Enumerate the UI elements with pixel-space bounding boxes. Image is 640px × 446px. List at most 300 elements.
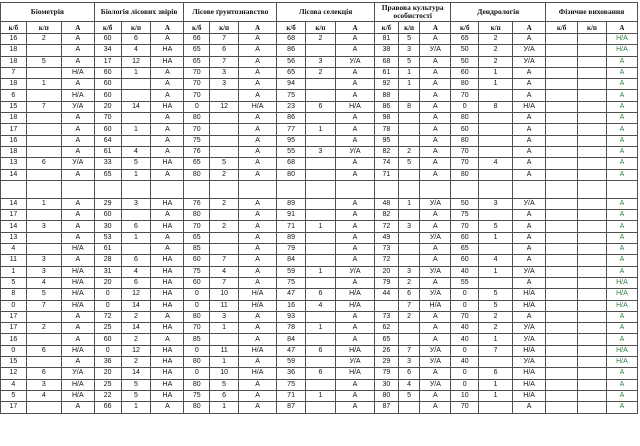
table-cell: У/А xyxy=(420,289,451,300)
table-cell: 56 xyxy=(277,56,306,67)
table-cell: 1 xyxy=(121,67,151,78)
table-cell xyxy=(375,180,399,198)
table-cell xyxy=(26,67,61,78)
table-cell xyxy=(239,180,277,198)
table-cell xyxy=(578,180,607,198)
table-cell xyxy=(26,244,61,255)
table-cell: Н/А xyxy=(335,101,374,112)
table-cell: А xyxy=(61,56,94,67)
table-cell xyxy=(306,198,336,209)
table-cell xyxy=(306,169,336,180)
table-cell: А xyxy=(606,158,637,169)
table-cell: Н/А xyxy=(513,390,546,401)
table-cell xyxy=(578,368,607,379)
table-cell: 66 xyxy=(94,402,121,413)
table-cell: 70 xyxy=(451,311,479,322)
table-cell: 18 xyxy=(1,56,27,67)
table-cell: 76 xyxy=(184,146,210,157)
table-cell: 6 xyxy=(210,390,239,401)
table-cell: А xyxy=(420,124,451,135)
table-cell: 3 xyxy=(210,311,239,322)
table-cell: 31 xyxy=(94,266,121,277)
table-cell: Н/А xyxy=(335,289,374,300)
table-cell: Н/А xyxy=(61,289,94,300)
table-cell: А xyxy=(61,232,94,243)
table-cell: 3 xyxy=(210,79,239,90)
table-cell xyxy=(578,158,607,169)
table-cell: А xyxy=(513,113,546,124)
table-cell: 4 xyxy=(479,158,513,169)
table-cell: А xyxy=(335,379,374,390)
table-cell xyxy=(578,34,607,45)
table-row xyxy=(1,180,638,198)
table-cell: 33 xyxy=(94,158,121,169)
table-cell: 0 xyxy=(184,101,210,112)
table-cell xyxy=(546,158,578,169)
table-cell: 16 xyxy=(1,34,27,45)
table-cell: 1 xyxy=(210,323,239,334)
table-cell: 80 xyxy=(184,311,210,322)
table-cell: 59 xyxy=(277,266,306,277)
table-row xyxy=(1,146,638,157)
table-cell xyxy=(451,180,479,198)
table-cell: А xyxy=(513,402,546,413)
table-cell: 0 xyxy=(184,345,210,356)
table-cell xyxy=(546,379,578,390)
table-row xyxy=(1,311,638,322)
table-cell: А xyxy=(335,124,374,135)
table-row xyxy=(1,34,638,45)
table-cell: 6 xyxy=(479,368,513,379)
table-cell xyxy=(26,169,61,180)
table-cell: 5 xyxy=(398,56,420,67)
table-cell: 72 xyxy=(375,221,399,232)
table-cell: А xyxy=(151,135,184,146)
table-cell: 4 xyxy=(121,266,151,277)
table-cell: 0 xyxy=(184,300,210,311)
table-cell: 80 xyxy=(277,169,306,180)
column-subheader: к/б xyxy=(94,22,121,34)
table-cell: 10 xyxy=(451,390,479,401)
table-row xyxy=(1,244,638,255)
table-cell xyxy=(546,244,578,255)
table-cell: У/А xyxy=(335,357,374,368)
table-cell xyxy=(578,232,607,243)
table-cell: 80 xyxy=(184,113,210,124)
table-cell: А xyxy=(151,113,184,124)
table-cell: А xyxy=(151,210,184,221)
table-cell: 60 xyxy=(451,255,479,266)
table-cell: 10 xyxy=(210,289,239,300)
table-row xyxy=(1,334,638,345)
table-cell: А xyxy=(606,90,637,101)
table-cell: А xyxy=(420,221,451,232)
table-cell: 2 xyxy=(398,277,420,288)
table-cell: Н/А xyxy=(239,368,277,379)
table-cell: 1 xyxy=(121,232,151,243)
column-subheader: А xyxy=(239,22,277,34)
table-cell: А xyxy=(420,402,451,413)
table-cell xyxy=(306,379,336,390)
table-cell: У/А xyxy=(61,101,94,112)
table-cell: 7 xyxy=(210,56,239,67)
table-cell: НА xyxy=(151,255,184,266)
table-cell xyxy=(375,300,399,311)
table-cell xyxy=(546,357,578,368)
table-cell: 5 xyxy=(479,221,513,232)
table-cell: 12 xyxy=(121,56,151,67)
table-cell: 1 xyxy=(121,402,151,413)
column-subheader: А xyxy=(61,22,94,34)
table-cell: 94 xyxy=(277,79,306,90)
table-cell xyxy=(306,255,336,266)
table-cell: Н/А xyxy=(420,300,451,311)
table-cell: 50 xyxy=(451,45,479,56)
table-cell xyxy=(546,221,578,232)
table-cell: 14 xyxy=(121,101,151,112)
table-cell: А xyxy=(239,135,277,146)
table-cell xyxy=(121,113,151,124)
table-cell: Н/А xyxy=(61,345,94,356)
table-cell: 1 xyxy=(398,198,420,209)
table-cell: А xyxy=(513,158,546,169)
table-cell xyxy=(546,323,578,334)
table-cell: А xyxy=(420,146,451,157)
table-cell: А xyxy=(239,311,277,322)
table-cell: 60 xyxy=(184,255,210,266)
table-cell xyxy=(210,146,239,157)
table-cell: 3 xyxy=(26,266,61,277)
table-cell: А xyxy=(335,210,374,221)
table-cell: 78 xyxy=(277,323,306,334)
table-cell: Н/А xyxy=(61,379,94,390)
table-cell: 22 xyxy=(94,390,121,401)
table-cell: 65 xyxy=(184,232,210,243)
table-cell: 3 xyxy=(26,379,61,390)
table-cell: А xyxy=(61,113,94,124)
table-cell: 53 xyxy=(94,232,121,243)
table-cell: 60 xyxy=(451,124,479,135)
table-cell xyxy=(121,180,151,198)
table-cell: 60 xyxy=(94,79,121,90)
table-cell: 60 xyxy=(94,67,121,78)
table-cell: 80 xyxy=(184,379,210,390)
table-row xyxy=(1,255,638,266)
table-row xyxy=(1,113,638,124)
table-cell: 26 xyxy=(375,345,399,356)
table-cell: А xyxy=(151,402,184,413)
table-cell: 6 xyxy=(26,368,61,379)
column-subheader: А xyxy=(151,22,184,34)
table-cell: 36 xyxy=(277,368,306,379)
table-cell: 16 xyxy=(1,135,27,146)
table-cell: А xyxy=(151,67,184,78)
table-cell: А xyxy=(420,255,451,266)
table-cell xyxy=(546,390,578,401)
table-cell: 17 xyxy=(1,402,27,413)
column-subheader: к/п xyxy=(210,22,239,34)
table-cell: 5 xyxy=(26,289,61,300)
table-cell xyxy=(546,289,578,300)
table-cell: А xyxy=(513,124,546,135)
table-cell: А xyxy=(239,45,277,56)
table-cell: 1 xyxy=(121,169,151,180)
table-cell xyxy=(26,402,61,413)
table-cell: 1 xyxy=(479,390,513,401)
table-cell: А xyxy=(606,334,637,345)
table-cell: 14 xyxy=(121,368,151,379)
table-cell: А xyxy=(239,323,277,334)
table-cell: 65 xyxy=(184,45,210,56)
table-cell xyxy=(306,45,336,56)
table-cell: А xyxy=(61,34,94,45)
table-cell: А xyxy=(513,79,546,90)
table-cell: А xyxy=(239,379,277,390)
table-cell: 0 xyxy=(94,300,121,311)
table-cell xyxy=(578,169,607,180)
table-cell xyxy=(578,323,607,334)
table-cell xyxy=(578,135,607,146)
table-cell: 3 xyxy=(398,221,420,232)
table-cell: Н/А xyxy=(606,277,637,288)
table-cell: 59 xyxy=(277,357,306,368)
table-cell: 75 xyxy=(184,390,210,401)
table-cell: А xyxy=(335,255,374,266)
table-cell: У/А xyxy=(420,232,451,243)
table-cell xyxy=(578,90,607,101)
table-cell: Н/А xyxy=(61,390,94,401)
table-cell: 73 xyxy=(375,311,399,322)
table-cell: А xyxy=(420,244,451,255)
table-cell: 70 xyxy=(184,67,210,78)
table-cell: 4 xyxy=(26,390,61,401)
table-cell: 7 xyxy=(26,101,61,112)
table-cell: У/А xyxy=(420,45,451,56)
table-cell: А xyxy=(239,277,277,288)
table-cell: А xyxy=(61,334,94,345)
table-cell: У/А xyxy=(513,357,546,368)
table-cell: 6 xyxy=(306,289,336,300)
subject-header: Біометрія xyxy=(1,3,95,22)
table-cell xyxy=(210,244,239,255)
table-cell: 0 xyxy=(184,289,210,300)
table-row xyxy=(1,135,638,146)
table-cell: 2 xyxy=(479,56,513,67)
table-cell: 3 xyxy=(306,56,336,67)
table-cell: 49 xyxy=(375,232,399,243)
table-cell: 7 xyxy=(1,67,27,78)
table-cell: А xyxy=(335,198,374,209)
table-cell: Н/А xyxy=(61,277,94,288)
table-cell: А xyxy=(420,311,451,322)
subject-header: Фізичне виховання xyxy=(546,3,638,22)
table-cell: А xyxy=(335,79,374,90)
table-cell: 87 xyxy=(375,402,399,413)
table-cell: 72 xyxy=(375,255,399,266)
table-cell: У/А xyxy=(513,334,546,345)
table-cell: У/А xyxy=(61,158,94,169)
table-cell: У/А xyxy=(420,357,451,368)
table-cell: А xyxy=(513,146,546,157)
table-cell: А xyxy=(606,79,637,90)
table-cell: А xyxy=(420,334,451,345)
table-cell: 61 xyxy=(375,67,399,78)
table-cell xyxy=(578,289,607,300)
table-cell: 1 xyxy=(479,67,513,78)
table-cell: 5 xyxy=(479,300,513,311)
table-cell: 34 xyxy=(94,45,121,56)
table-cell: 81 xyxy=(375,34,399,45)
column-subheader: А xyxy=(606,22,637,34)
table-cell: Н/А xyxy=(61,90,94,101)
table-cell: 1 xyxy=(121,124,151,135)
table-cell: 1 xyxy=(479,232,513,243)
table-cell xyxy=(546,113,578,124)
table-row xyxy=(1,79,638,90)
table-cell: 17 xyxy=(1,323,27,334)
table-cell: 60 xyxy=(94,334,121,345)
table-cell: А xyxy=(151,90,184,101)
table-cell: А xyxy=(151,311,184,322)
table-cell: 74 xyxy=(375,158,399,169)
table-cell xyxy=(26,124,61,135)
column-subheader: к/б xyxy=(184,22,210,34)
table-row xyxy=(1,45,638,56)
table-cell: 3 xyxy=(26,221,61,232)
table-cell: 7 xyxy=(398,345,420,356)
table-cell: 15 xyxy=(1,357,27,368)
table-cell: 91 xyxy=(277,210,306,221)
table-cell xyxy=(306,334,336,345)
table-cell: А xyxy=(420,79,451,90)
table-cell: 2 xyxy=(26,323,61,334)
table-cell xyxy=(121,90,151,101)
column-subheader: к/б xyxy=(546,22,578,34)
table-cell: 95 xyxy=(375,135,399,146)
table-cell: 10 xyxy=(210,368,239,379)
table-cell: А xyxy=(151,244,184,255)
table-cell xyxy=(306,402,336,413)
table-cell: НА xyxy=(151,323,184,334)
table-cell: 2 xyxy=(210,198,239,209)
table-cell: У/А xyxy=(420,345,451,356)
table-cell xyxy=(398,255,420,266)
table-cell xyxy=(546,146,578,157)
table-cell: А xyxy=(335,90,374,101)
table-cell: 1 xyxy=(479,79,513,90)
table-cell: 47 xyxy=(277,345,306,356)
table-cell: А xyxy=(239,221,277,232)
table-cell: 75 xyxy=(277,379,306,390)
table-row xyxy=(1,232,638,243)
table-cell xyxy=(26,210,61,221)
table-cell: 2 xyxy=(398,311,420,322)
table-cell: А xyxy=(606,379,637,390)
table-cell: НА xyxy=(151,101,184,112)
table-cell: А xyxy=(606,113,637,124)
table-cell xyxy=(210,180,239,198)
table-cell: Н/А xyxy=(335,345,374,356)
table-cell xyxy=(398,180,420,198)
table-cell: 72 xyxy=(94,311,121,322)
table-cell xyxy=(578,379,607,390)
table-cell: 60 xyxy=(94,34,121,45)
table-cell: 0 xyxy=(1,345,27,356)
table-row xyxy=(1,169,638,180)
table-cell: 6 xyxy=(121,221,151,232)
table-cell: 4 xyxy=(1,244,27,255)
table-cell: 5 xyxy=(121,390,151,401)
table-cell xyxy=(398,323,420,334)
column-subheader: А xyxy=(513,22,546,34)
subject-header: Дендрологія xyxy=(451,3,546,22)
table-cell: 1 xyxy=(479,379,513,390)
table-cell: 1 xyxy=(1,266,27,277)
table-cell: 14 xyxy=(1,169,27,180)
table-cell: 86 xyxy=(277,113,306,124)
table-cell: 44 xyxy=(375,289,399,300)
table-cell xyxy=(479,169,513,180)
table-cell: 85 xyxy=(184,334,210,345)
table-cell: 85 xyxy=(184,244,210,255)
table-cell: 30 xyxy=(375,379,399,390)
table-cell: 30 xyxy=(94,221,121,232)
table-cell: 89 xyxy=(277,198,306,209)
table-cell: А xyxy=(335,390,374,401)
table-cell xyxy=(546,232,578,243)
table-cell: А xyxy=(513,90,546,101)
table-cell xyxy=(94,180,121,198)
table-cell: 65 xyxy=(184,158,210,169)
table-cell: А xyxy=(335,244,374,255)
table-cell: 0 xyxy=(451,300,479,311)
table-row xyxy=(1,198,638,209)
table-cell: А xyxy=(606,135,637,146)
table-cell xyxy=(121,244,151,255)
table-cell: Н/А xyxy=(61,266,94,277)
table-cell xyxy=(26,180,61,198)
table-cell: А xyxy=(335,402,374,413)
table-cell: А xyxy=(420,67,451,78)
table-cell: 71 xyxy=(277,390,306,401)
table-cell: 75 xyxy=(451,210,479,221)
table-cell: 92 xyxy=(375,79,399,90)
column-subheader: к/б xyxy=(451,22,479,34)
table-row xyxy=(1,266,638,277)
table-cell xyxy=(398,169,420,180)
table-cell xyxy=(578,221,607,232)
table-cell: 2 xyxy=(306,34,336,45)
column-subheader: к/п xyxy=(121,22,151,34)
table-cell: А xyxy=(606,146,637,157)
table-cell xyxy=(546,101,578,112)
table-cell: 7 xyxy=(210,277,239,288)
table-cell: 80 xyxy=(184,210,210,221)
subject-header: Біологія лісових звірів xyxy=(94,3,184,22)
table-cell xyxy=(578,124,607,135)
table-cell xyxy=(26,90,61,101)
table-cell: 68 xyxy=(277,34,306,45)
table-cell: 6 xyxy=(121,277,151,288)
table-cell: 2 xyxy=(479,323,513,334)
table-cell: У/А xyxy=(513,266,546,277)
table-cell xyxy=(306,232,336,243)
table-cell: А xyxy=(61,146,94,157)
table-cell: 18 xyxy=(1,146,27,157)
table-cell: 5 xyxy=(1,277,27,288)
table-cell: 2 xyxy=(121,357,151,368)
table-row xyxy=(1,390,638,401)
